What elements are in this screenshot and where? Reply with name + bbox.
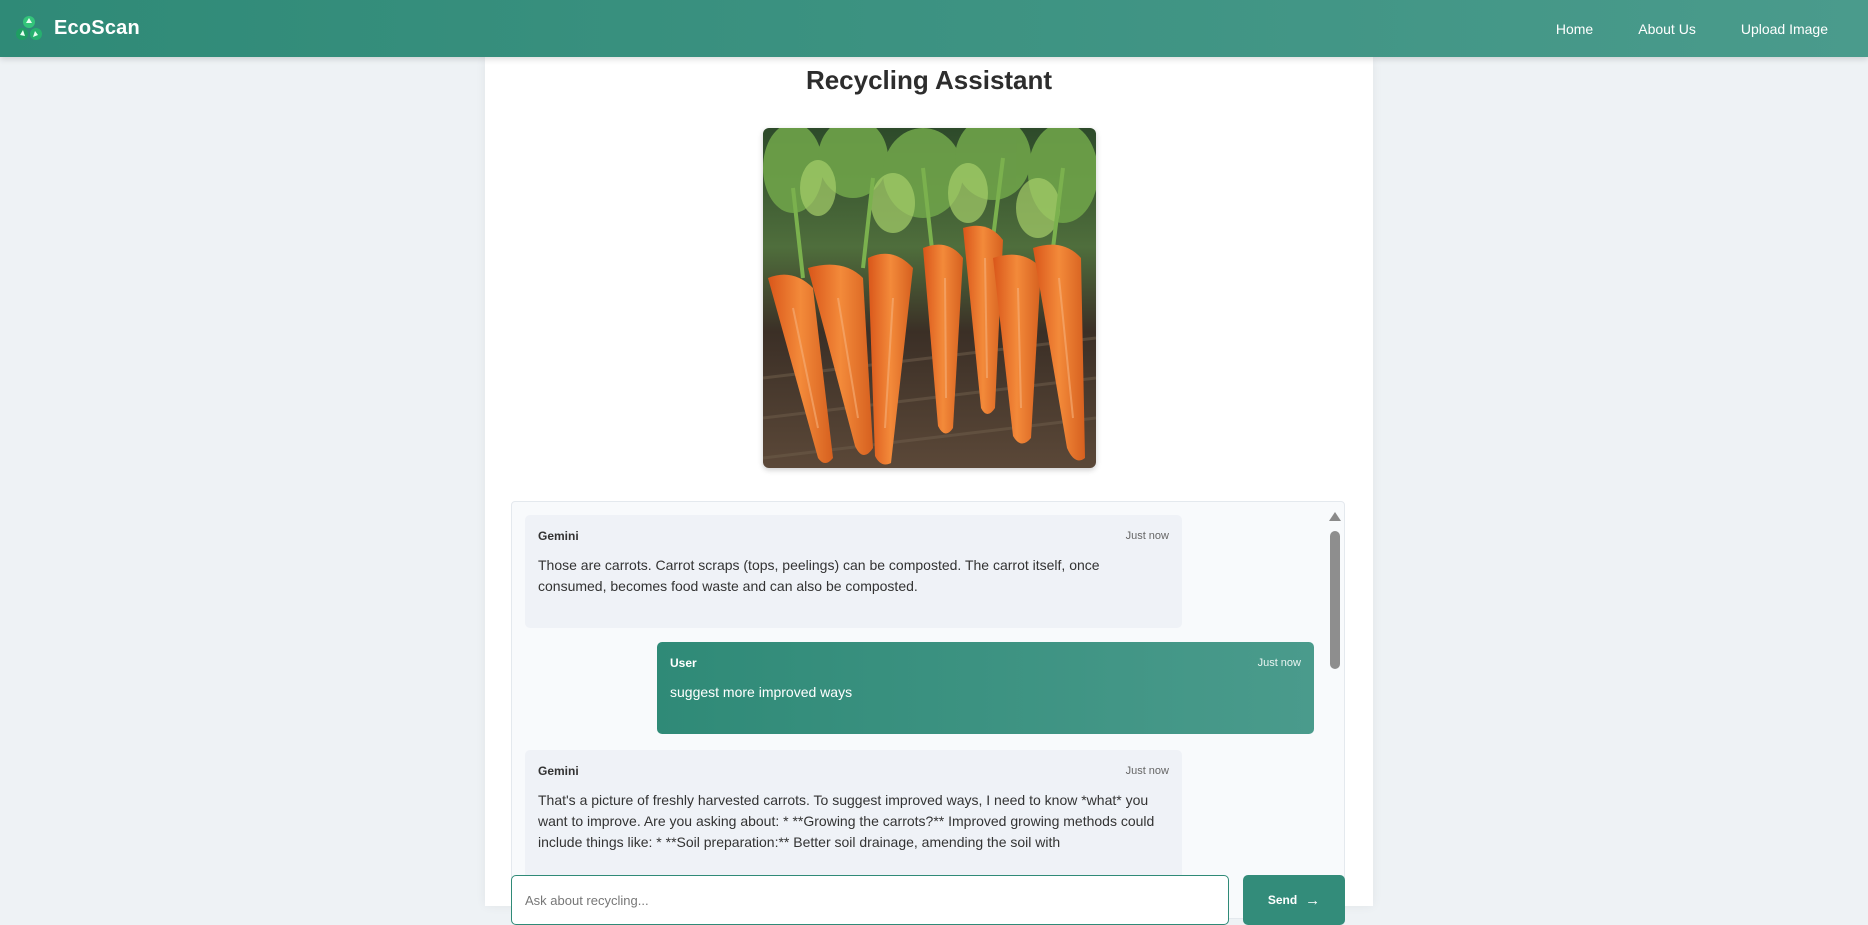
chat-input[interactable] <box>511 875 1229 925</box>
nav-links <box>1556 17 1856 41</box>
nav-home-link[interactable]: Home <box>1555 20 1594 37</box>
scroll-thumb[interactable] <box>1330 531 1340 669</box>
message-sender: Gemini <box>538 764 579 778</box>
bot-message <box>525 515 1182 628</box>
scroll-up-arrow-icon[interactable] <box>1329 512 1341 521</box>
message-text: That's a picture of freshly harvested carrots. To suggest improved ways, I need to know *what* you want to improve. Are you asking about: * **Growing the carrots?** Improved growing methods could include things like: * **Soil preparation:** Better soil drainage, amending the soil with <box>538 792 1155 850</box>
chat-history[interactable] <box>511 501 1345 919</box>
message-sender: Gemini <box>538 529 579 543</box>
recycle-logo-icon <box>14 14 44 44</box>
send-button-label: Send <box>1267 893 1298 907</box>
nav-upload-link[interactable]: Upload Image <box>1740 20 1828 37</box>
message-text: Those are carrots. Carrot scraps (tops, peelings) can be composted. The carrot itself, once consumed, becomes food waste and can also be composted. <box>538 557 1100 594</box>
arrow-right-icon: → <box>1305 891 1321 909</box>
send-button[interactable] <box>1243 875 1345 925</box>
message-timestamp: Just now <box>1257 657 1301 669</box>
message-timestamp: Just now <box>1125 765 1169 777</box>
top-navbar <box>0 0 1868 57</box>
uploaded-carrots-image <box>763 128 1096 468</box>
brand-name: EcoScan <box>54 17 140 39</box>
nav-about-link[interactable]: About Us <box>1638 20 1696 37</box>
message-timestamp: Just now <box>1125 530 1169 542</box>
assistant-card <box>485 57 1373 909</box>
chat-scrollbar[interactable] <box>1326 502 1344 918</box>
brand[interactable] <box>14 14 140 44</box>
page-title: Recycling Assistant <box>805 65 1053 95</box>
user-message <box>657 642 1314 734</box>
message-text: suggest more improved ways <box>670 684 853 700</box>
message-sender: User <box>670 656 697 670</box>
